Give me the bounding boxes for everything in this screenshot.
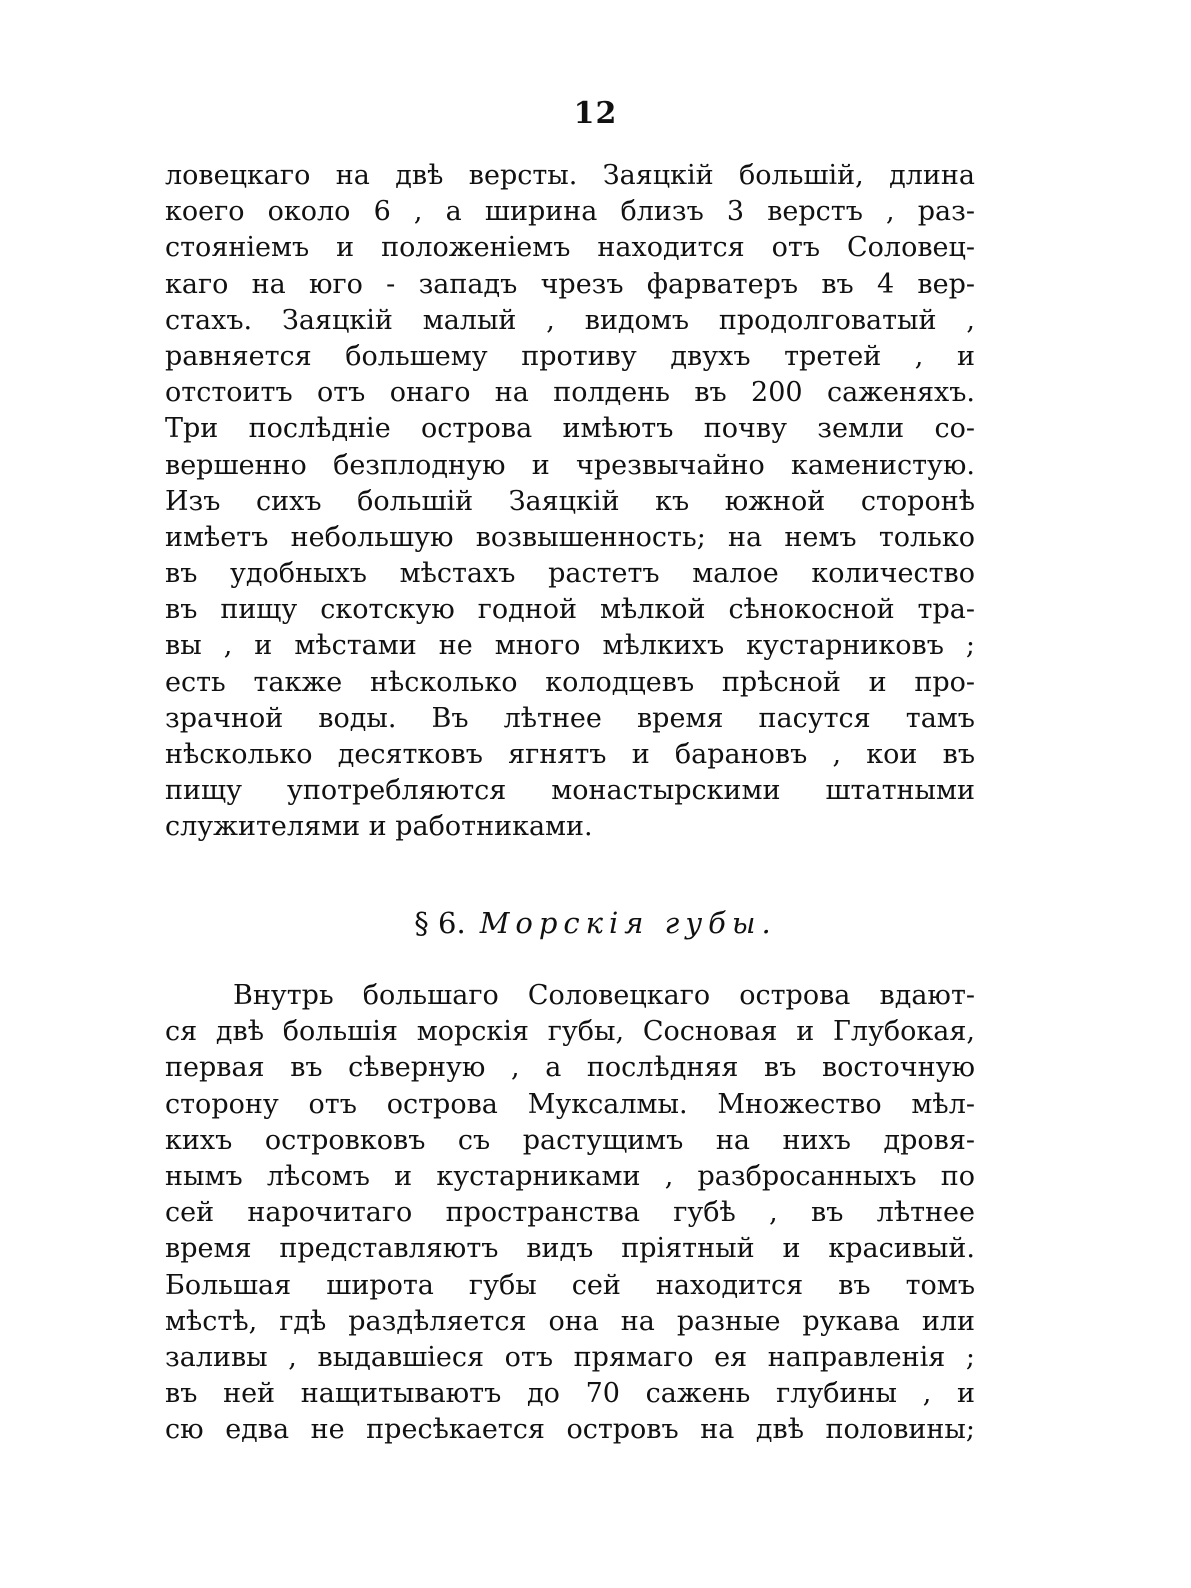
section-number: § 6. [414,906,466,940]
text-line: служителями и работниками. [165,811,593,843]
text-line: мѣстѣ, гдѣ раздѣляется она на разные рукава или [165,1305,975,1337]
paragraph-1 [165,158,975,846]
text-line: каго на юго - западъ чрезъ фарватеръ въ 4 вер- [165,268,975,300]
text-line: имѣетъ небольшую возвышенность; на немъ только [165,521,975,553]
text-line: вершенно безплодную и чрезвычайно каменистую. [165,449,975,481]
page-number: 12 [573,96,618,131]
text-line: сю едва не пресѣкается островъ на двѣ половины; [165,1414,975,1446]
text-line: Большая широта губы сей находится въ томъ [165,1269,975,1301]
text-line: ся двѣ большія морскія губы, Сосновая и Глубокая, [165,1016,975,1048]
text-line: Внутрь большаго Соловецкаго острова вдают- [233,980,975,1011]
text-line: сторону отъ острова Муксалмы. Множество мѣл- [165,1088,975,1120]
text-line: первая въ сѣверную , а послѣдняя въ восточную [165,1052,975,1084]
text-line: въ пищу скотскую годной мѣлкой сѣнокосной тра- [165,594,975,626]
text-line: стахъ. Заяцкій малый , видомъ продолговатый , [165,304,975,336]
text-line: нымъ лѣсомъ и кустарниками , разбросанныхъ по [165,1160,975,1192]
text-line: Три послѣдніе острова имѣютъ почву земли со- [165,413,975,445]
text-line: зрачной воды. Въ лѣтнее время пасутся тамъ [165,702,975,734]
text-line: коего около 6 , а ширина близъ 3 верстъ , раз- [165,196,975,228]
text-line: пищу употребляются монастырскими штатными [165,775,975,807]
section-heading [0,906,1191,940]
text-line: ловецкаго на двѣ версты. Заяцкій большій, длина [165,160,975,191]
text-line: нѣсколько десятковъ ягнятъ и барановъ , кои въ [165,739,975,770]
text-line: Изъ сихъ большій Заяцкій къ южной сторонѣ [165,485,975,517]
text-line: въ удобныхъ мѣстахъ растетъ малое количество [165,558,975,590]
text-line: стояніемъ и положеніемъ находится отъ Соловец- [165,232,975,264]
text-line: сей нарочитаго пространства губѣ , въ лѣтнее [165,1197,975,1229]
text-line: заливы , выдавшіеся отъ прямаго ея направленія ; [165,1341,975,1373]
text-line: время представляютъ видъ пріятный и красивый. [165,1233,975,1265]
text-line: вы , и мѣстами не много мѣлкихъ кустарниковъ ; [165,630,975,662]
text-line: въ ней нащитываютъ до 70 сажень глубины , и [165,1378,975,1410]
text-line: равняется большему противу двухъ третей , и [165,340,975,372]
paragraph-2 [165,978,975,1448]
section-title: Морскія губы. [479,906,777,940]
text-line: есть также нѣсколько колодцевъ прѣсной и про- [165,666,975,698]
text-line: отстоитъ отъ онаго на полдень въ 200 саженяхъ. [165,377,975,409]
text-line: кихъ островковъ съ растущимъ на нихъ дровя- [165,1124,975,1156]
